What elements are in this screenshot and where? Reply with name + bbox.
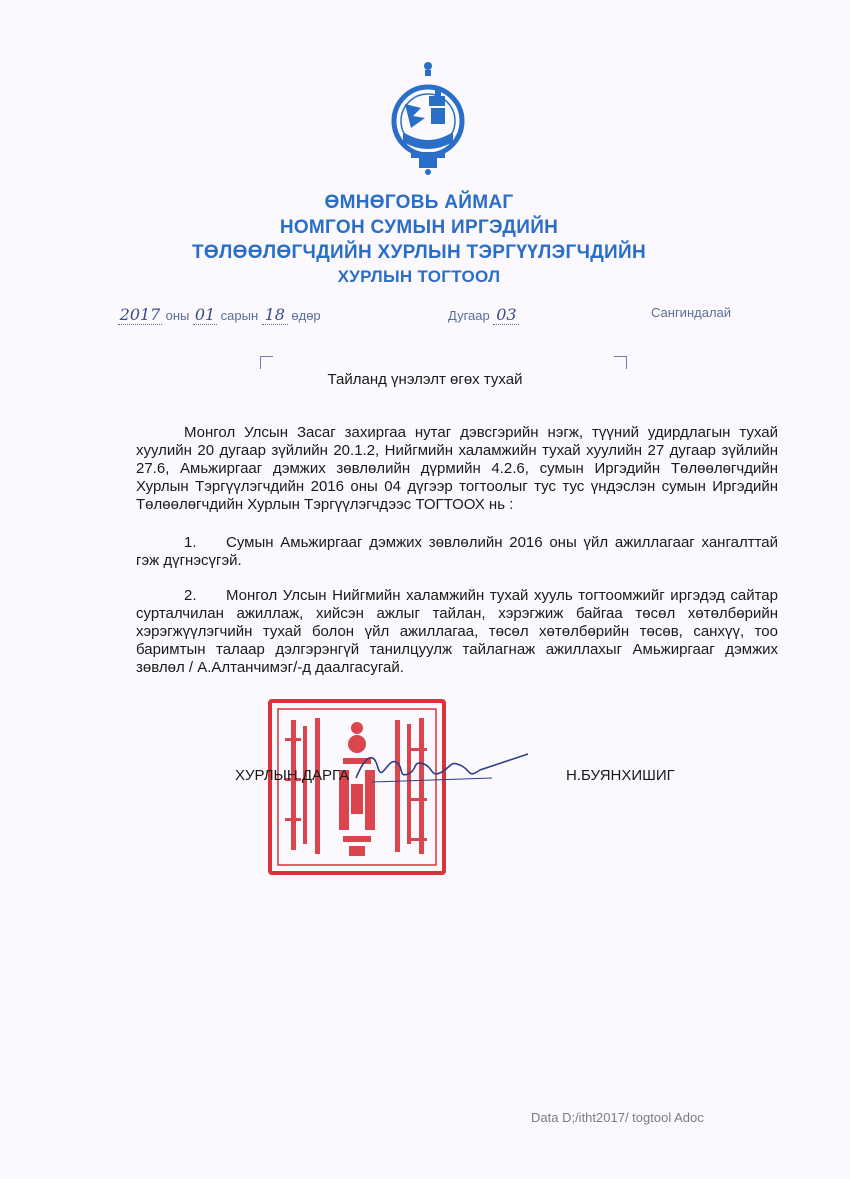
header-presidium: ТӨЛӨӨЛӨГЧДИЙН ХУРЛЫН ТЭРГҮҮЛЭГЧДИЙН — [192, 242, 646, 263]
date-year: 2017 — [119, 305, 161, 324]
file-path-footer: Data D;/itht2017/ togtool Adoc — [531, 1110, 704, 1125]
soyombo-emblem-icon — [391, 58, 465, 176]
header-soum-council: НОМГОН СУМЫН ИРГЭДИЙН — [279, 217, 559, 238]
place-name: Сангиндалай — [651, 305, 732, 320]
subject-corner-right — [614, 356, 627, 369]
number-value: 03 — [493, 305, 519, 325]
date-day: 18 — [262, 305, 288, 325]
number-label: Дугаар — [448, 308, 490, 323]
signatory-name: Н.БУЯНХИШИГ — [566, 767, 675, 784]
list-item-text: Монгол Улсын Нийгмийн халамжийн тухай хууль тогтоомжийг иргэдэд сайтар сурталчилан ажиллаж, хийсэн ажлыг тайлан, хэрэгжиж байгаа төсөл хөтөлбөрийн хэрэгжүүлэгчийн тухай болон үйл ажиллагаа, төсөл хөтөлбөрийн төсөв, санхүү, тоо баримтын талаар дэлгэрэнгүй танилцуулж тайлагнаж ажиллахыг Амьжиргааг дэмжих зөвлөл / А.Алтанчимэг/-д даалгасугай. — [136, 587, 778, 676]
list-item-text: Сумын Амьжиргааг дэмжих зөвлөлийн 2016 оны үйл ажиллагааг хангалттай гэж дүгнэсүгэй. — [136, 534, 778, 569]
signatory-title: ХУРЛЫН ДАРГА — [235, 767, 350, 784]
place-field — [651, 305, 731, 320]
subject-corner-left — [260, 356, 273, 369]
date-month: 01 — [194, 305, 216, 324]
intro-paragraph: Монгол Улсын Засаг захиргаа нутаг дэвсгэрийн нэгж, түүний удирдлагын тухай хуулийн 20 дугаар зүйлийн 20.1.2, Нийгмийн халамжийн тухай хуулийн 27 дугаар зүйлийн 27.6, Амьжиргааг дэмжих зөвлөлийн дүрмийн 4.2.6, сумын Иргэдийн Төлөөлөгчдийн Хурлын Тэргүүлэгчдийн 2016 оны 04 дүгээр тогтоолыг тус тус үндэслэн сумын Иргэдийн Төлөөлөгчдийн Хурлын Тэргүүлэгчдээс ТОГТООХ нь : — [136, 424, 778, 513]
date-day-suffix: өдөр — [291, 308, 321, 323]
list-item-number: 2. — [184, 587, 197, 604]
header-province: ӨМНӨГОВЬ АЙМАГ — [324, 192, 514, 213]
number-field — [448, 305, 519, 325]
list-item-number: 1. — [184, 534, 197, 551]
date-month-suffix: сарын — [220, 308, 259, 323]
list-item — [136, 587, 778, 677]
handwritten-signature-icon — [352, 748, 532, 788]
date-field — [118, 305, 321, 325]
document-subject: Тайланд үнэлэлт өгөх тухай — [327, 371, 523, 388]
list-item — [136, 534, 778, 570]
date-year-suffix: оны — [165, 308, 190, 323]
header-resolution: ХУРЛЫН ТОГТООЛ — [337, 267, 501, 286]
